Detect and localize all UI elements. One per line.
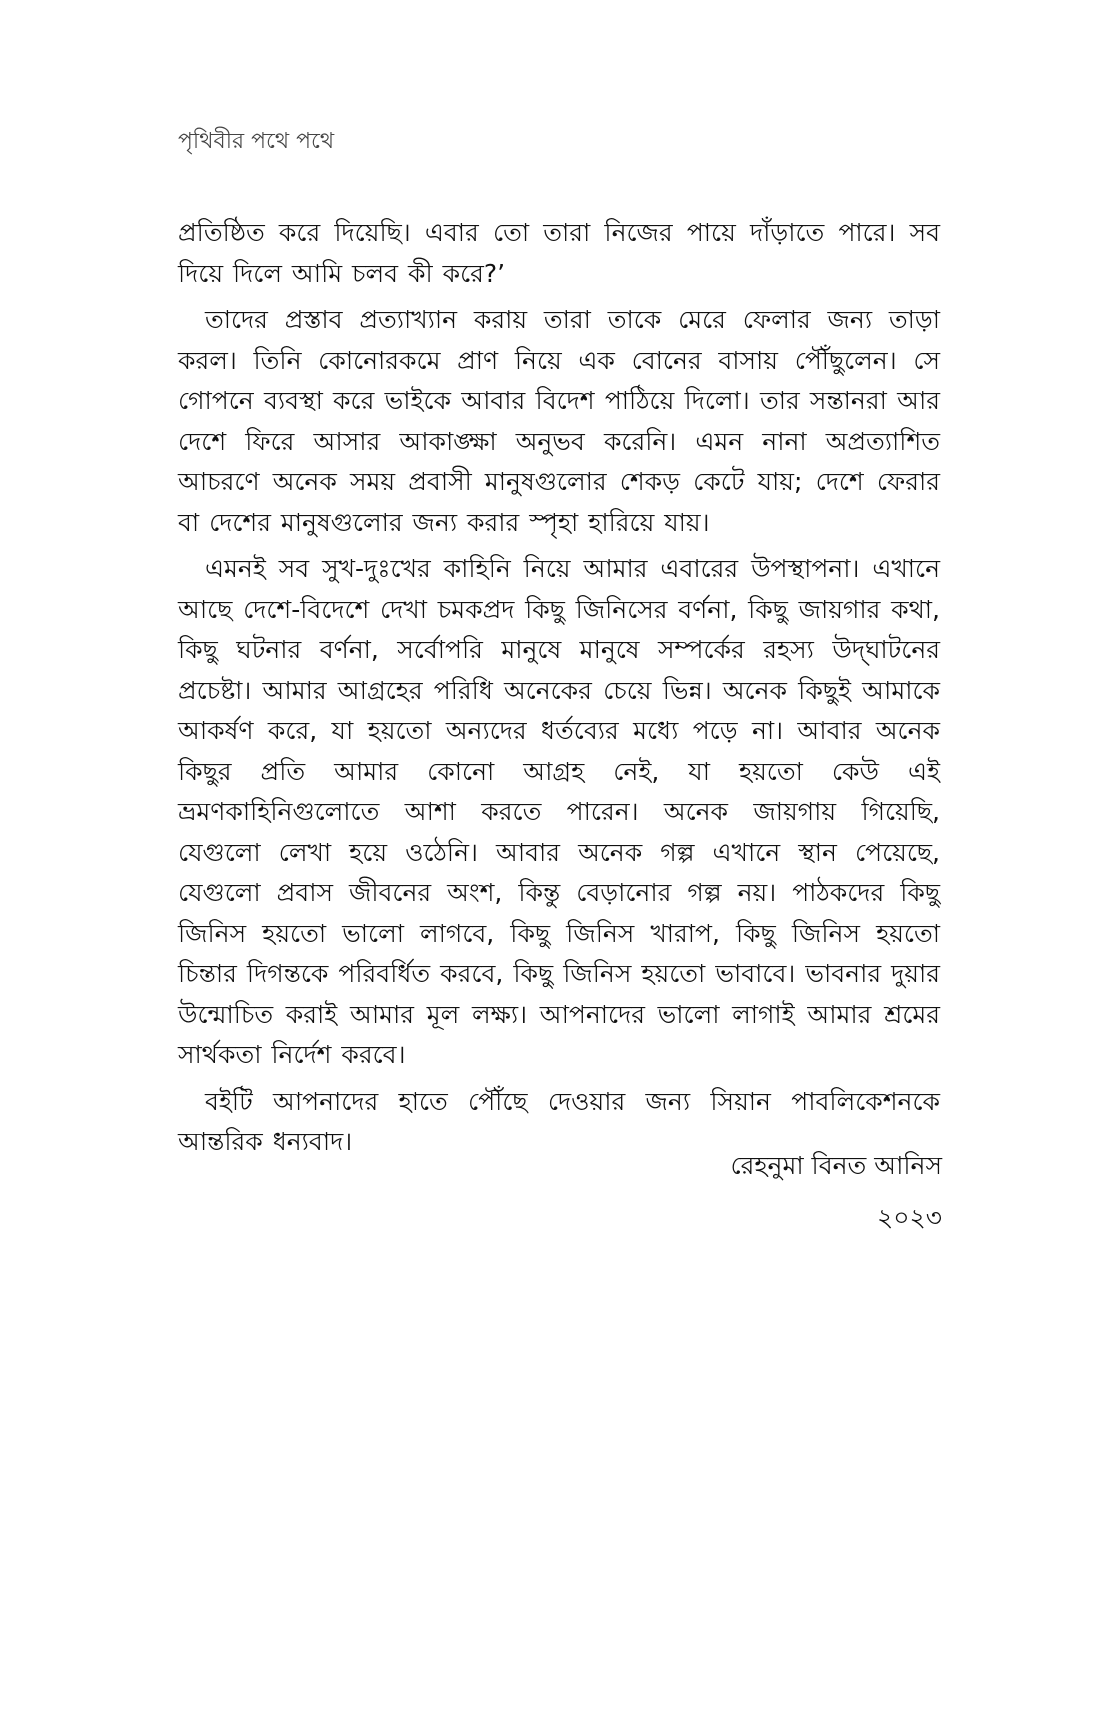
paragraph: এমনই সব সুখ-দুঃখের কাহিনি নিয়ে আমার এবারের উপস্থাপনা। এখানে আছে দেশে-বিদেশে দেখা চমকপ্রদ কিছু জিনিসের বর্ণনা, কিছু জায়গার কথা, কিছু ঘটনার বর্ণনা, সর্বোপরি মানুষে মানুষে সম্পর্কের রহস্য উদ্‌ঘাটনের প্রচেষ্টা। আমার আগ্রহের পরিধি অনেকের চেয়ে ভিন্ন। অনেক কিছুই আমাকে আকর্ষণ করে, যা হয়তো অন্যদের ধর্তব্যের মধ্যে পড়ে না। আবার অনেক কিছুর প্রতি আমার কোনো আগ্রহ নেই, যা হয়তো কেউ এই ভ্রমণকাহিনিগুলোতে আশা করতে পারেন। অনেক জায়গায় গিয়েছি, যেগুলো লেখা হয়ে ওঠেনি। আবার অনেক গল্প এখানে স্থান পেয়েছে, যেগুলো প্রবাস জীবনের অংশ, কিন্তু বেড়ানোর গল্প নয়। পাঠকদের কিছু জিনিস হয়তো ভালো লাগবে, কিছু জিনিস খারাপ, কিছু জিনিস হয়তো চিন্তার দিগন্তকে পরিবর্ধিত করবে, কিছু জিনিস হয়তো ভাবাবে। ভাবনার দুয়ার উন্মোচিত করাই আমার মূল লক্ষ্য। আপনাদের ভালো লাগাই আমার শ্রমের সার্থকতা নির্দেশ করবে। <box>178 554 940 1069</box>
paragraph: বইটি আপনাদের হাতে পৌঁছে দেওয়ার জন্য সিয়ান পাবলিকেশনকে আন্তরিক ধন্যবাদ। <box>178 1086 940 1156</box>
running-header: পৃথিবীর পথে পথে <box>178 129 335 154</box>
signature-year: ২০২৩ <box>876 1203 942 1232</box>
paragraph: তাদের প্রস্তাব প্রত্যাখ্যান করায় তারা তাকে মেরে ফেলার জন্য তাড়া করল। তিনি কোনোরকমে প্রাণ নিয়ে এক বোনের বাসায় পৌঁছুলেন। সে গোপনে ব্যবস্থা করে ভাইকে আবার বিদেশ পাঠিয়ে দিলো। তার সন্তানরা আর দেশে ফিরে আসার আকাঙ্ক্ষা অনুভব করেনি। এমন নানা অপ্রত্যাশিত আচরণে অনেক সময় প্রবাসী মানুষগুলোর শেকড় কেটে যায়; দেশে ফেরার বা দেশের মানুষগুলোর জন্য করার স্পৃহা হারিয়ে যায়। <box>178 305 940 537</box>
body-text <box>178 213 940 1169</box>
paragraph-continuation: প্রতিষ্ঠিত করে দিয়েছি। এবার তো তারা নিজের পায়ে দাঁড়াতে পারে। সব দিয়ে দিলে আমি চলব কী করে?’ <box>178 218 940 288</box>
signature-block <box>731 1140 942 1244</box>
author-name: রেহনুমা বিনত আনিস <box>730 1151 942 1180</box>
